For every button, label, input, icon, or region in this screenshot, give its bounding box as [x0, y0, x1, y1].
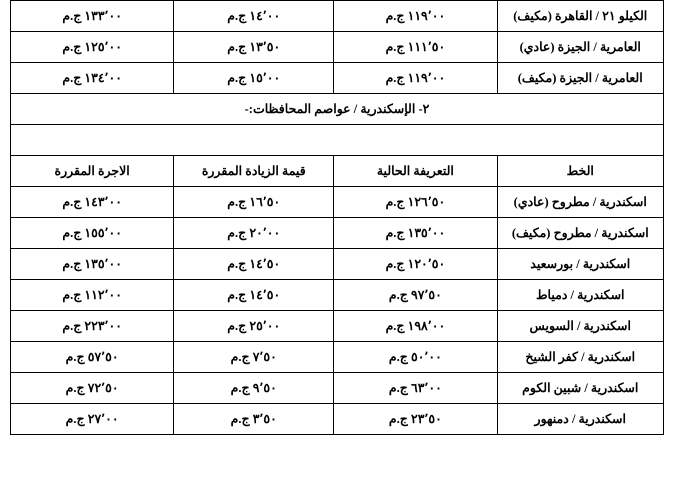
new-fare: ١٣٤٬٠٠ ج.م — [11, 63, 174, 94]
current-fare: ٥٠٬٠٠ ج.م — [334, 342, 497, 373]
current-fare: ٩٧٬٥٠ ج.م — [334, 280, 497, 311]
route-name: الكيلو ٢١ / القاهرة (مكيف) — [497, 1, 664, 32]
current-fare: ٢٣٬٥٠ ج.م — [334, 404, 497, 435]
spacer-row — [11, 125, 664, 156]
fare-table-body — [11, 1, 664, 435]
current-fare: ٦٣٬٠٠ ج.م — [334, 373, 497, 404]
table-row — [11, 1, 664, 32]
route-name: اسكندرية / مطروح (عادي) — [497, 187, 664, 218]
increase-amount: ٢٥٬٠٠ ج.م — [174, 311, 334, 342]
current-fare: ١٣٥٬٠٠ ج.م — [334, 218, 497, 249]
increase-amount: ١٥٬٠٠ ج.م — [174, 63, 334, 94]
route-name: العامرية / الجيزة (مكيف) — [497, 63, 664, 94]
fare-table — [10, 0, 664, 435]
route-name: اسكندرية / بورسعيد — [497, 249, 664, 280]
increase-amount: ٣٬٥٠ ج.م — [174, 404, 334, 435]
route-name: اسكندرية / شبين الكوم — [497, 373, 664, 404]
new-fare: ٧٢٬٥٠ ج.م — [11, 373, 174, 404]
increase-amount: ١٣٬٥٠ ج.م — [174, 32, 334, 63]
new-fare: ٢٢٣٬٠٠ ج.م — [11, 311, 174, 342]
section-title-row — [11, 94, 664, 125]
table-row — [11, 311, 664, 342]
current-fare: ١٢٦٬٥٠ ج.م — [334, 187, 497, 218]
table-row — [11, 249, 664, 280]
route-name: اسكندرية / السويس — [497, 311, 664, 342]
increase-amount: ٧٬٥٠ ج.م — [174, 342, 334, 373]
increase-amount: ١٤٬٠٠ ج.م — [174, 1, 334, 32]
new-fare: ١٢٥٬٠٠ ج.م — [11, 32, 174, 63]
column-header-new: الاجرة المقررة — [11, 156, 174, 187]
table-row — [11, 404, 664, 435]
increase-amount: ٢٠٬٠٠ ج.م — [174, 218, 334, 249]
current-fare: ١١٩٬٠٠ ج.م — [334, 1, 497, 32]
new-fare: ١٤٣٬٠٠ ج.م — [11, 187, 174, 218]
route-name: اسكندرية / دمياط — [497, 280, 664, 311]
current-fare: ١٩٨٬٠٠ ج.م — [334, 311, 497, 342]
new-fare: ٢٧٬٠٠ ج.م — [11, 404, 174, 435]
table-row — [11, 280, 664, 311]
table-row — [11, 187, 664, 218]
new-fare: ١٣٣٬٠٠ ج.م — [11, 1, 174, 32]
table-row — [11, 218, 664, 249]
table-row — [11, 32, 664, 63]
route-name: العامرية / الجيزة (عادي) — [497, 32, 664, 63]
table-header-row — [11, 156, 664, 187]
new-fare: ١١٢٬٠٠ ج.م — [11, 280, 174, 311]
new-fare: ٥٧٬٥٠ ج.م — [11, 342, 174, 373]
route-name: اسكندرية / مطروح (مكيف) — [497, 218, 664, 249]
section-title: ٢- الإسكندرية / عواصم المحافظات:- — [11, 94, 664, 125]
route-name: اسكندرية / كفر الشيخ — [497, 342, 664, 373]
current-fare: ١١٩٬٠٠ ج.م — [334, 63, 497, 94]
table-row — [11, 373, 664, 404]
new-fare: ١٣٥٬٠٠ ج.م — [11, 249, 174, 280]
increase-amount: ١٦٬٥٠ ج.م — [174, 187, 334, 218]
table-row — [11, 63, 664, 94]
current-fare: ١٢٠٬٥٠ ج.م — [334, 249, 497, 280]
table-row — [11, 342, 664, 373]
current-fare: ١١١٬٥٠ ج.م — [334, 32, 497, 63]
increase-amount: ٩٬٥٠ ج.م — [174, 373, 334, 404]
column-header-current: التعريفة الحالية — [334, 156, 497, 187]
column-header-route: الخط — [497, 156, 664, 187]
route-name: اسكندرية / دمنهور — [497, 404, 664, 435]
increase-amount: ١٤٬٥٠ ج.م — [174, 249, 334, 280]
increase-amount: ١٤٬٥٠ ج.م — [174, 280, 334, 311]
spacer-cell — [11, 125, 664, 156]
column-header-increase: قيمة الزيادة المقررة — [174, 156, 334, 187]
new-fare: ١٥٥٬٠٠ ج.م — [11, 218, 174, 249]
